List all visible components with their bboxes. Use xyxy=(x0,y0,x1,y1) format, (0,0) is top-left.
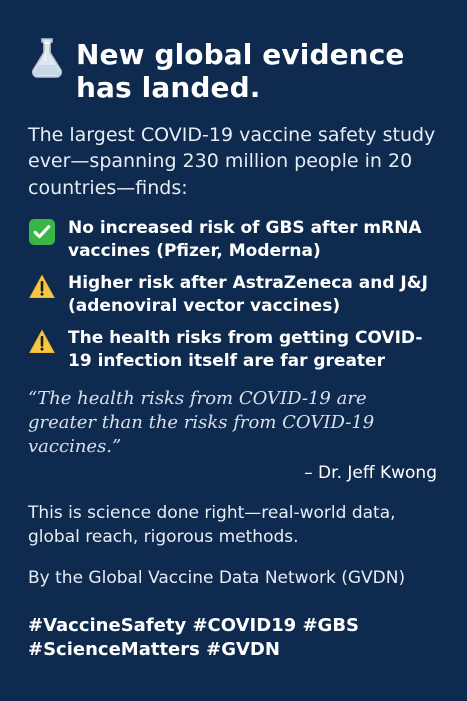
finding-item-mrna xyxy=(28,217,439,264)
headline-block xyxy=(28,38,439,104)
summary-text: This is science done right—real-world data, global reach, rigorous methods. xyxy=(28,502,396,547)
warning-icon xyxy=(28,273,56,301)
pull-quote: “The health risks from COVID-19 are greater than the risks from COVID-19 vaccines.” xyxy=(28,388,375,458)
flask-icon xyxy=(28,36,66,80)
finding-text: The health risks from getting COVID-19 infection itself are far greater xyxy=(68,327,423,371)
source-credit: By the Global Vaccine Data Network (GVDN) xyxy=(28,567,406,588)
finding-item-adenoviral xyxy=(28,272,439,319)
finding-text: No increased risk of GBS after mRNA vaccines (Pfizer, Moderna) xyxy=(68,217,422,262)
finding-item-infection-risk xyxy=(28,327,439,374)
check-mark-icon xyxy=(28,218,56,246)
page-title: New global evidence has landed. xyxy=(76,38,405,105)
finding-text: Higher risk after AstraZeneca and J&J (adenoviral vector vaccines) xyxy=(68,272,428,317)
warning-icon xyxy=(28,328,56,356)
hashtag-line: #VaccineSafety #COVID19 #GBS #ScienceMatters #GVDN xyxy=(28,614,359,661)
intro-text: The largest COVID-19 vaccine safety study ever—spanning 230 million people in 20 countries—finds: xyxy=(28,124,436,199)
findings-list xyxy=(28,217,439,374)
quote-attribution: – Dr. Jeff Kwong xyxy=(304,463,437,484)
